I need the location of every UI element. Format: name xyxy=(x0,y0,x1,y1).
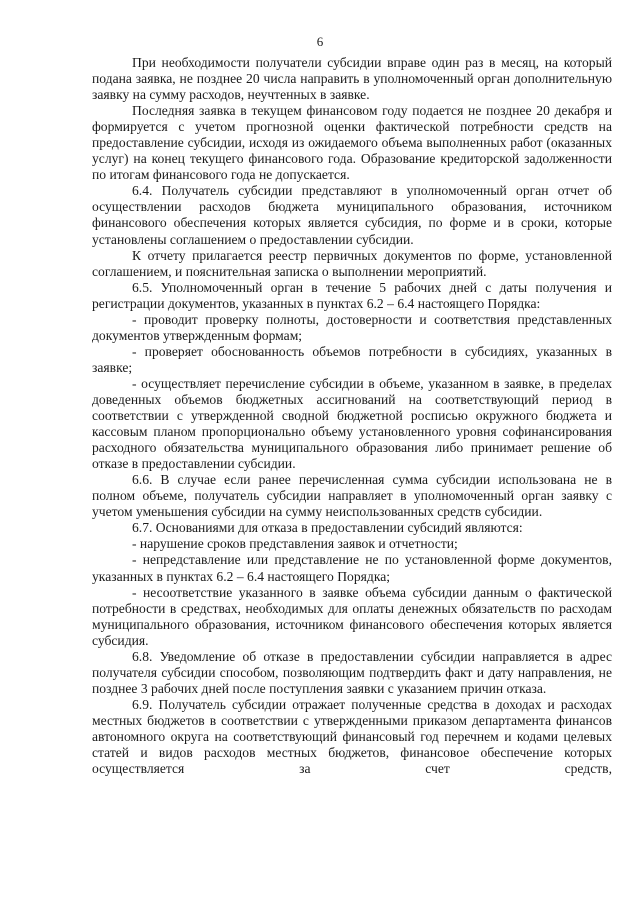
list-item: - нарушение сроков представления заявок и отчетности; xyxy=(132,536,458,552)
list-item: - проверяет обоснованность объемов потребности в субсидиях, указанных в заявке; xyxy=(92,343,612,375)
paragraph: 6.8. Уведомление об отказе в предоставлении субсидии направляется в адрес получателя субсидии способом, позволяющим подтвердить факт и дату направления, не позднее 3 рабочих дней после поступления заявки с указанием причин отказа. xyxy=(92,648,612,696)
paragraph: 6.9. Получатель субсидии отражает полученные средства в доходах и расходах местных бюджетов в соответствии с утвержденными приказом департамента финансов автономного округа на соответствующий финансовый год перечнем и кодами целевых статей и видов расходов местных бюджетов, финансовое обеспечение которых осуществляется за счет средств, xyxy=(92,696,612,777)
paragraph: При необходимости получатели субсидии вправе один раз в месяц, на который подана заявка, не позднее 20 числа направить в уполномоченный орган дополнительную заявку на сумму расходов, неучтенных в заявке. xyxy=(92,55,612,103)
list-item: - несоответствие указанного в заявке объема субсидии данным о фактической потребности в средствах, необходимых для оплаты денежных обязательств по расходам муниципального образования, источником финансового обеспечения которых является субсидия. xyxy=(92,584,612,648)
paragraph: 6.6. В случае если ранее перечисленная сумма субсидии использована не в полном объеме, получатель субсидии направляет в уполномоченный орган заявку с учетом уменьшения субсидии на сумму неиспользованных средств субсидии. xyxy=(92,472,612,520)
paragraph: 6.5. Уполномоченный орган в течение 5 рабочих дней с даты получения и регистрации документов, указанных в пунктах 6.2 – 6.4 настоящего Порядка: xyxy=(92,279,612,311)
page-number: 6 xyxy=(316,34,324,49)
list-item: - проводит проверку полноты, достоверности и соответствия представленных документов утвержденным формам; xyxy=(92,311,612,343)
paragraph: 6.7. Основаниями для отказа в предоставлении субсидий являются: xyxy=(132,520,523,536)
paragraph: К отчету прилагается реестр первичных документов по форме, установленной соглашением, и пояснительная записка о выполнении мероприятий. xyxy=(92,247,612,279)
paragraph: Последняя заявка в текущем финансовом году подается не позднее 20 декабря и формируется с учетом прогнозной оценки фактической потребности средств на предоставление субсидии, исходя из ожидаемого объема выполненных работ (оказанных услуг) на конец текущего финансового года. Образование кредиторской задолженности по итогам финансового года не допускается. xyxy=(92,103,612,183)
list-item: - осуществляет перечисление субсидии в объеме, указанном в заявке, в пределах доведенных объемов бюджетных ассигнований на соответствующий период в соответствии с утвержденной сводной бюджетной росписью окружного бюджета и кассовым планом пропорционально объему установленного уровня софинансирования расходного обязательства муниципального образования либо принимает решение об отказе в предоставлении субсидии. xyxy=(92,375,612,472)
list-item: - непредставление или представление не по установленной форме документов, указанных в пунктах 6.2 – 6.4 настоящего Порядка; xyxy=(92,552,612,584)
paragraph: 6.4. Получатель субсидии представляют в уполномоченный орган отчет об осуществлении расходов бюджета муниципального образования, источником финансового обеспечения которых является субсидия, по форме и в сроки, которые установлены соглашением о предоставлении субсидии. xyxy=(92,183,612,247)
document-body xyxy=(92,55,612,777)
